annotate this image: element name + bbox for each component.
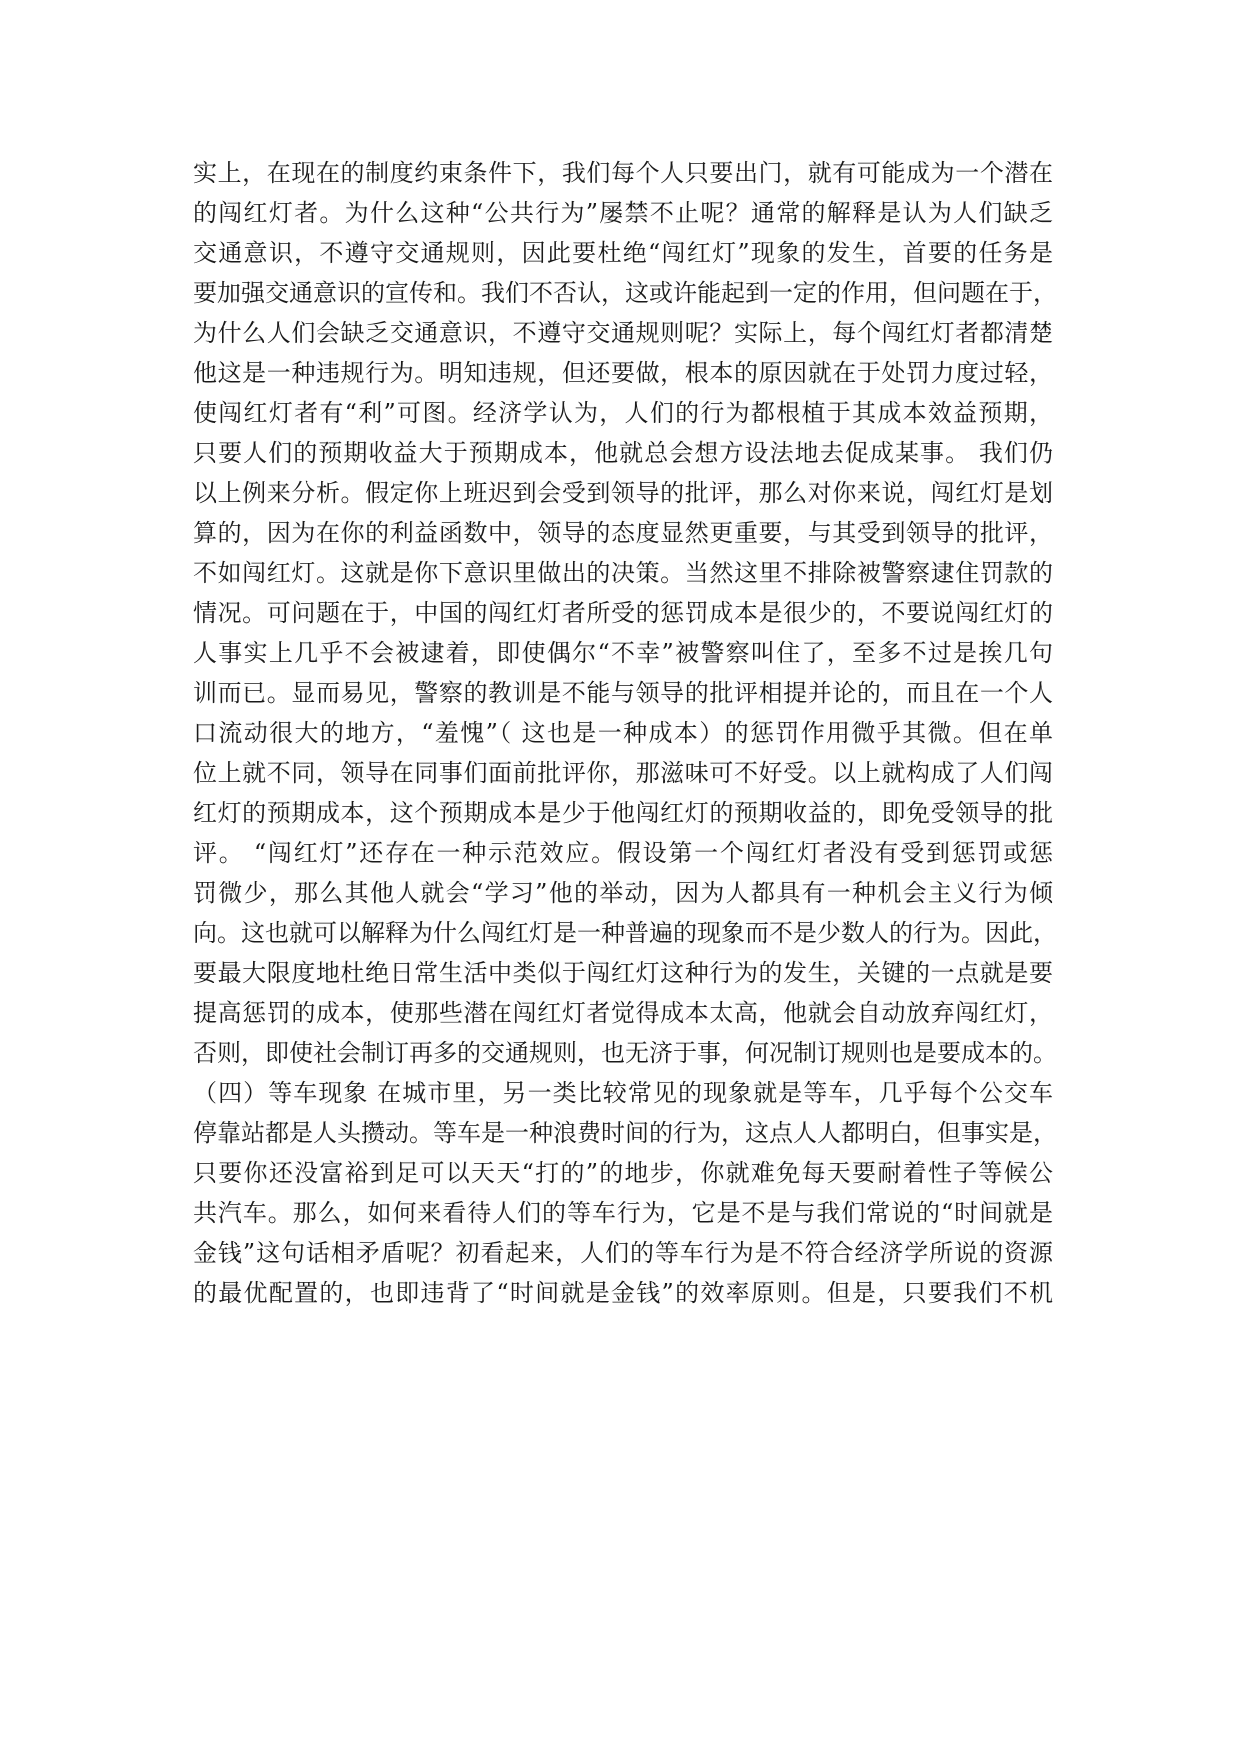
text-line: 的闯红灯者。为什么这种“公共行为”屡禁不止呢？通常的解释是认为人们缺乏 bbox=[193, 199, 1053, 227]
text-line: 口流动很大的地方，“羞愧”（ 这也是一种成本）的惩罚作用微乎其微。但在单 bbox=[193, 719, 1053, 747]
text-line: 要加强交通意识的宣传和。我们不否认，这或许能起到一定的作用，但问题在于， bbox=[193, 279, 1057, 307]
text-line: 人事实上几乎不会被逮着，即使偶尔“不幸”被警察叫住了，至多不过是挨几句 bbox=[193, 639, 1053, 667]
text-line: 交通意识，不遵守交通规则，因此要杜绝“闯红灯”现象的发生，首要的任务是 bbox=[193, 239, 1053, 267]
text-line: 罚微少，那么其他人就会“学习”他的举动，因为人都具有一种机会主义行为倾 bbox=[193, 879, 1053, 907]
text-line: 红灯的预期成本，这个预期成本是少于他闯红灯的预期收益的，即免受领导的批 bbox=[193, 799, 1053, 827]
text-line: 实上，在现在的制度约束条件下，我们每个人只要出门，就有可能成为一个潜在 bbox=[193, 159, 1053, 187]
text-line: 训而已。显而易见，警察的教训是不能与领导的批评相提并论的，而且在一个人 bbox=[193, 679, 1053, 707]
text-line: 他这是一种违规行为。明知违规，但还要做，根本的原因就在于处罚力度过轻， bbox=[193, 359, 1053, 387]
text-line: 要最大限度地杜绝日常生活中类似于闯红灯这种行为的发生，关键的一点就是要 bbox=[193, 959, 1053, 987]
text-line: 金钱”这句话相矛盾呢？初看起来，人们的等车行为是不符合经济学所说的资源 bbox=[193, 1239, 1053, 1267]
text-line: （四）等车现象 在城市里，另一类比较常见的现象就是等车，几乎每个公交车 bbox=[193, 1079, 1053, 1107]
text-line: 的最优配置的，也即违背了“时间就是金钱”的效率原则。但是，只要我们不机 bbox=[193, 1279, 1053, 1307]
text-line: 为什么人们会缺乏交通意识，不遵守交通规则呢？实际上，每个闯红灯者都清楚 bbox=[193, 319, 1053, 347]
text-line: 情况。可问题在于，中国的闯红灯者所受的惩罚成本是很少的，不要说闯红灯的 bbox=[193, 599, 1053, 627]
text-line: 评。 “闯红灯”还存在一种示范效应。假设第一个闯红灯者没有受到惩罚或惩 bbox=[193, 839, 1053, 867]
text-line: 提高惩罚的成本，使那些潜在闯红灯者觉得成本太高，他就会自动放弃闯红灯， bbox=[193, 999, 1053, 1027]
text-line: 只要你还没富裕到足可以天天“打的”的地步，你就难免每天要耐着性子等候公 bbox=[193, 1159, 1053, 1187]
text-line: 使闯红灯者有“利”可图。经济学认为，人们的行为都根植于其成本效益预期， bbox=[193, 399, 1053, 427]
body-text bbox=[193, 153, 1057, 1313]
text-line: 位上就不同，领导在同事们面前批评你，那滋味可不好受。以上就构成了人们闯 bbox=[193, 759, 1053, 787]
text-line: 否则，即使社会制订再多的交通规则，也无济于事，何况制订规则也是要成本的。 bbox=[193, 1039, 1057, 1067]
text-line: 算的，因为在你的利益函数中，领导的态度显然更重要，与其受到领导的批评， bbox=[193, 519, 1053, 547]
text-line: 以上例来分析。假定你上班迟到会受到领导的批评，那么对你来说，闯红灯是划 bbox=[193, 479, 1053, 507]
text-line: 不如闯红灯。这就是你下意识里做出的决策。当然这里不排除被警察逮住罚款的 bbox=[193, 559, 1053, 587]
text-line: 向。这也就可以解释为什么闯红灯是一种普遍的现象而不是少数人的行为。因此， bbox=[193, 919, 1057, 947]
text-line: 只要人们的预期收益大于预期成本，他就总会想方设法地去促成某事。 我们仍 bbox=[193, 439, 1053, 467]
text-line: 共汽车。那么，如何来看待人们的等车行为，它是不是与我们常说的“时间就是 bbox=[193, 1199, 1053, 1227]
text-line: 停靠站都是人头攒动。等车是一种浪费时间的行为，这点人人都明白，但事实是， bbox=[193, 1119, 1057, 1147]
